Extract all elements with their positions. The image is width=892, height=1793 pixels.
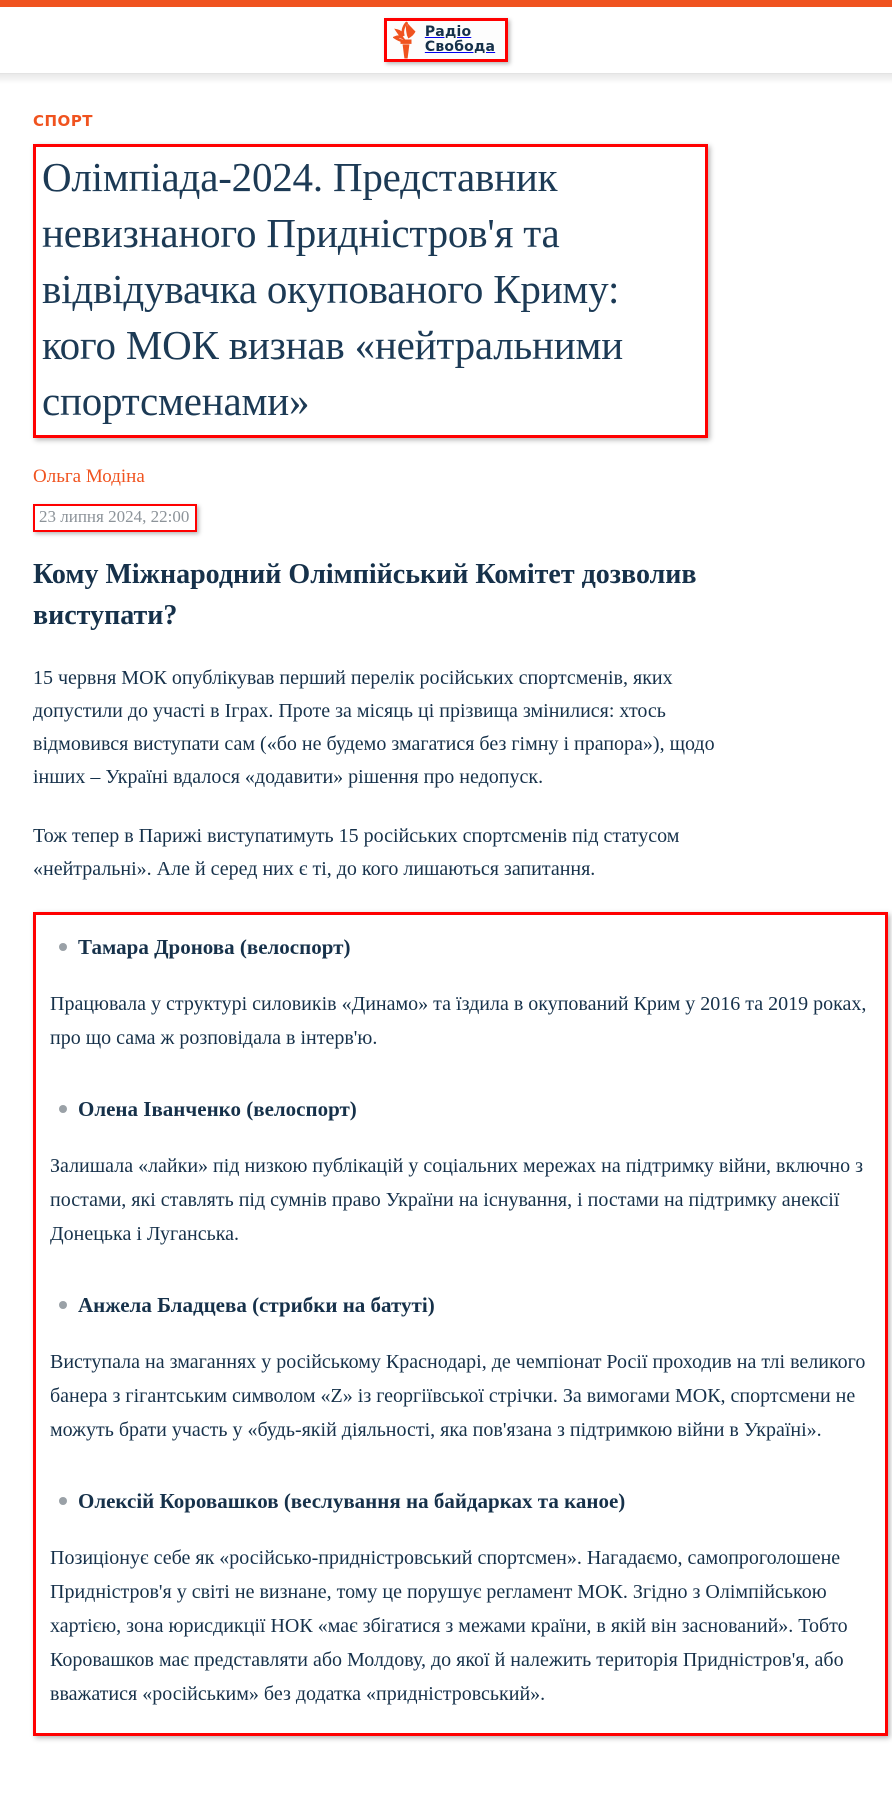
- publish-date-highlight-box: [33, 504, 197, 532]
- bullet-icon: [59, 943, 67, 951]
- torch-icon: [393, 21, 419, 59]
- bullet-icon: [59, 1497, 67, 1505]
- bullet-icon: [59, 1105, 67, 1113]
- athlete-list: [36, 933, 885, 1711]
- author-byline[interactable]: Ольга Модіна: [33, 466, 145, 487]
- athlete-name-text: Олексій Коровашков (веслування на байдарках та каное): [78, 1489, 626, 1513]
- athlete-name: [78, 1095, 885, 1123]
- athlete-name-text: Анжела Бладцева (стрибки на батуті): [78, 1293, 435, 1317]
- list-item: [36, 933, 885, 1055]
- athlete-description: Залишала «лайки» під низкою публікацій у соціальних мережах на підтримку війни, включно з постами, які ставлять під сумнів право України на існування, і постами на підтримку анексії Донецька і Луганська.: [50, 1155, 864, 1245]
- list-item: [36, 1487, 885, 1711]
- article-subheading: Кому Міжнародний Олімпійський Комітет дозволив виступати?: [33, 559, 697, 631]
- page-title: Олімпіада-2024. Представник невизнаного Придністров'я та відвідувачка окупованого Криму: кого МОК визнав «нейтральними спортсменами»: [42, 154, 623, 424]
- athlete-list-highlight-box: [33, 912, 888, 1736]
- athlete-name: [78, 1291, 885, 1319]
- article-paragraph: 15 червня МОК опублікував перший перелік російських спортсменів, яких допустили до участі в Іграх. Проте за місяць ці прізвища змінилися: хтось відмовився виступати сам («бо не будемо змагатися без гімну і прапора»), щодо інших – Україні вдалося «додавити» рішення про недопуск.: [33, 667, 715, 788]
- site-logo[interactable]: [384, 18, 508, 62]
- list-item: [36, 1095, 885, 1251]
- publish-date: 23 липня 2024, 22:00: [39, 507, 190, 526]
- article-container: [0, 112, 892, 1736]
- list-item: [36, 1291, 885, 1447]
- athlete-description: Позиціонує себе як «російсько-придністровський спортсмен». Нагадаємо, самопроголошене Придністров'я у світі не визнане, тому це порушує регламент МОК. Згідно з Олімпійською хартією, зона юрисдикції НОК «має збігатися з межами країни, в якій він заснований». Тобто Коровашков має представляти або Молдову, до якої й належить територія Придністров'я, або вважатися «російським» без додатка «придністровський».: [50, 1547, 848, 1705]
- header-shadow: [0, 74, 892, 84]
- athlete-name-text: Тамара Дронова (велоспорт): [78, 935, 351, 959]
- athlete-description: Працювала у структурі силовиків «Динамо» та їздила в окупований Крим у 2016 та 2019 роках, про що сама ж розповідала в інтерв'ю.: [50, 993, 867, 1049]
- site-masthead: [0, 7, 892, 73]
- athlete-name: [78, 933, 885, 961]
- site-logo-text: [425, 25, 495, 55]
- article-paragraph: Тож тепер в Парижі виступатимуть 15 російських спортсменів під статусом «нейтральні». Але й серед них є ті, до кого лишаються запитання.: [33, 825, 680, 880]
- logo-line-1: Радіо: [424, 24, 472, 40]
- headline-highlight-box: [33, 144, 708, 438]
- logo-line-2: Свобода: [424, 39, 496, 55]
- athlete-description: Виступала на змаганнях у російському Краснодарі, де чемпіонат Росії проходив на тлі великого банера з гігантським символом «Z» із георгіївської стрічки. За вимогами МОК, спортсмени не можуть брати участь у «будь-якій діяльності, яка пов'язана з підтримкою війни в Україні».: [50, 1351, 866, 1441]
- bullet-icon: [59, 1301, 67, 1309]
- athlete-name-text: Олена Іванченко (велоспорт): [78, 1097, 357, 1121]
- athlete-name: [78, 1487, 885, 1515]
- top-accent-bar: [0, 0, 892, 7]
- article-category-label[interactable]: СПОРТ: [33, 112, 94, 130]
